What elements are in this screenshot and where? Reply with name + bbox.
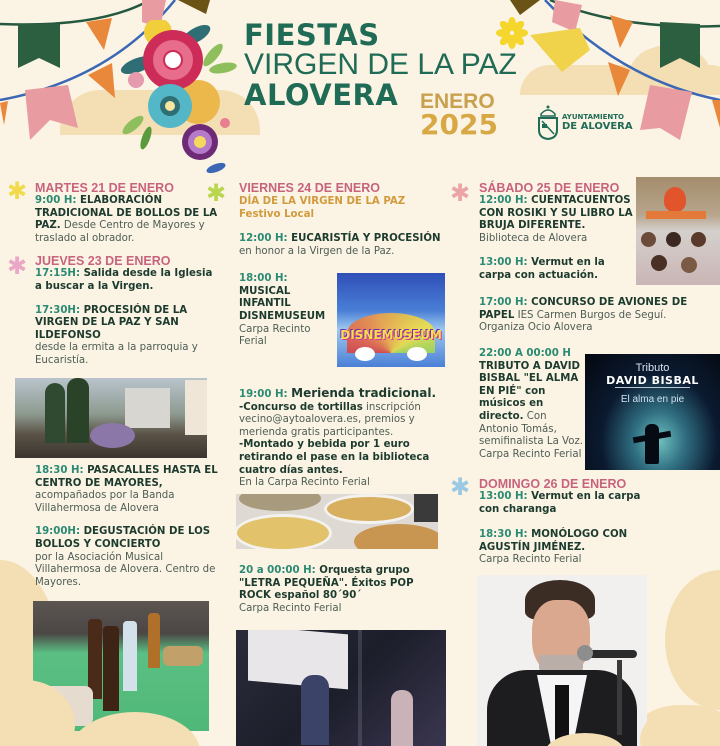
subtitle-dia-virgen: DÍA DE LA VIRGEN DE LA PAZ bbox=[239, 196, 406, 207]
day-heading-martes: MARTES 21 DE ENERO bbox=[35, 181, 174, 195]
month-label: ENERO bbox=[420, 90, 495, 113]
flower-bouquet bbox=[118, 20, 243, 175]
event-pasacalles: 18:30 H: PASACALLES HASTA EL CENTRO DE MAYORES, acompañados por la Banda Villahermosa de Alovera bbox=[35, 465, 218, 514]
event-monologo: 18:30 H: MONÓLOGO CON AGUSTÍN JIMÉNEZ. Carpa Recinto Ferial bbox=[479, 529, 628, 566]
poster-title: DISNEMUSEUM bbox=[340, 328, 442, 342]
poster-bisbal: DAVID BISBAL bbox=[606, 374, 699, 387]
asterisk-green-icon: ✱ bbox=[206, 179, 227, 207]
column3-sunday bbox=[479, 477, 649, 567]
title-fiestas: FIESTAS bbox=[244, 18, 380, 52]
coat-of-arms-icon bbox=[537, 104, 559, 140]
event-cuentacuentos: 12:00 H: CUENTACUENTOS CON ROSIKI Y SU LIBRO LA BRUJA DIFERENTE. Biblioteca de Alovera bbox=[479, 195, 633, 244]
asterisk-pink-icon: ✱ bbox=[7, 252, 28, 280]
column1-lower bbox=[35, 465, 225, 589]
day-heading-domingo: DOMINGO 26 DE ENERO bbox=[479, 477, 627, 491]
ayuntamiento-logo bbox=[537, 104, 633, 140]
column3-bisbal bbox=[479, 348, 584, 461]
event-vermut-domingo: 13:00 H: Vermut en la carpa con charanga bbox=[479, 491, 641, 515]
day-heading-viernes: VIERNES 24 DE ENERO bbox=[239, 181, 381, 195]
day-heading-jueves: JUEVES 23 DE ENERO bbox=[35, 254, 171, 269]
column-tuesday-thursday bbox=[35, 181, 220, 368]
title-alovera: ALOVERA bbox=[244, 78, 399, 112]
asterisk-blue-icon: ✱ bbox=[450, 473, 471, 501]
column3-middle bbox=[479, 297, 694, 335]
cloud-decoration bbox=[665, 570, 720, 710]
event-tributo-bisbal: 22:00 A 00:00 H TRIBUTO A DAVID BISBAL "EL ALMA EN PIÉ" con músicos en directo. Con Antonio Tomás, semifinalista La Voz. Carpa Recinto Ferial bbox=[479, 348, 584, 460]
event-eucaristia: 12:00 H: EUCARISTÍA Y PROCESIÓN en honor a la Virgen de la Paz. bbox=[239, 233, 441, 257]
logo-line1: AYUNTAMIENTO bbox=[562, 113, 624, 121]
event-salida: 17:15H: Salida desde la Iglesia a buscar a la Virgen. bbox=[35, 268, 213, 292]
event-vermut-sabado: 13:00 H: Vermut en la carpa con actuación. bbox=[479, 257, 605, 281]
asterisk-yellow-icon: ✱ bbox=[7, 177, 28, 205]
column2-middle bbox=[239, 387, 444, 490]
photo-cuentacuentos bbox=[636, 177, 720, 285]
poster-alma: El alma en pie bbox=[620, 394, 685, 405]
logo-line2: DE ALOVERA bbox=[562, 121, 633, 132]
column-saturday-sunday bbox=[479, 181, 639, 283]
column2-lower bbox=[239, 565, 444, 615]
poster-tributo: Tributo bbox=[635, 362, 670, 374]
photo-letra-pequena-concert bbox=[236, 630, 446, 746]
poster-disnemuseum bbox=[337, 273, 445, 367]
asterisk-salmon-icon: ✱ bbox=[450, 179, 471, 207]
event-merienda: 19:00 H: Merienda tradicional. -Concurso de tortillas inscripción vecino@aytoalovera.es, premios y merienda gratis participantes. -Montado y bebida por 1 euro retirando el pase en la biblioteca cuatro días antes. En la Carpa Recinto Ferial bbox=[239, 386, 437, 489]
title-virgen: VIRGEN DE LA PAZ bbox=[244, 48, 517, 81]
photo-procession bbox=[15, 378, 207, 458]
photo-agustin-jimenez bbox=[477, 575, 647, 746]
photo-tortillas bbox=[236, 494, 438, 549]
event-orquesta: 20 a 00:00 H: Orquesta grupo "LETRA PEQUEÑA". Éxitos POP ROCK español 80´90´ Carpa Recinto Ferial bbox=[239, 565, 414, 614]
subtitle-festivo: Festivo Local bbox=[239, 209, 314, 220]
event-degustacion: 19:00H: DEGUSTACIÓN DE LOS BOLLOS Y CONCIERTO por la Asociación Musical Villahermosa de Alovera. Centro de Mayores. bbox=[35, 526, 216, 588]
event-procesion: 17:30H: PROCESIÓN DE LA VIRGEN DE LA PAZ Y SAN ILDEFONSO desde la ermita a la parroquia y Eucaristía. bbox=[35, 304, 198, 366]
event-aviones: 17:00 H: CONCURSO DE AVIONES DE PAPEL IES Carmen Burgos de Seguí. Organiza Ocio Alovera bbox=[479, 297, 688, 334]
poster-tributo-bisbal bbox=[585, 354, 720, 470]
day-heading-sabado: SÁBADO 25 DE ENERO bbox=[479, 181, 620, 195]
event-bollos: 9:00 H: ELABORACIÓN TRADICIONAL DE BOLLOS DE LA PAZ. Desde Centro de Mayores y traslado al obrador. bbox=[35, 195, 218, 244]
event-musical: 18:00 H: MUSICAL INFANTIL DISNEMUSEUM Carpa Recinto Ferial bbox=[239, 273, 326, 348]
year-label: 2025 bbox=[420, 108, 498, 141]
